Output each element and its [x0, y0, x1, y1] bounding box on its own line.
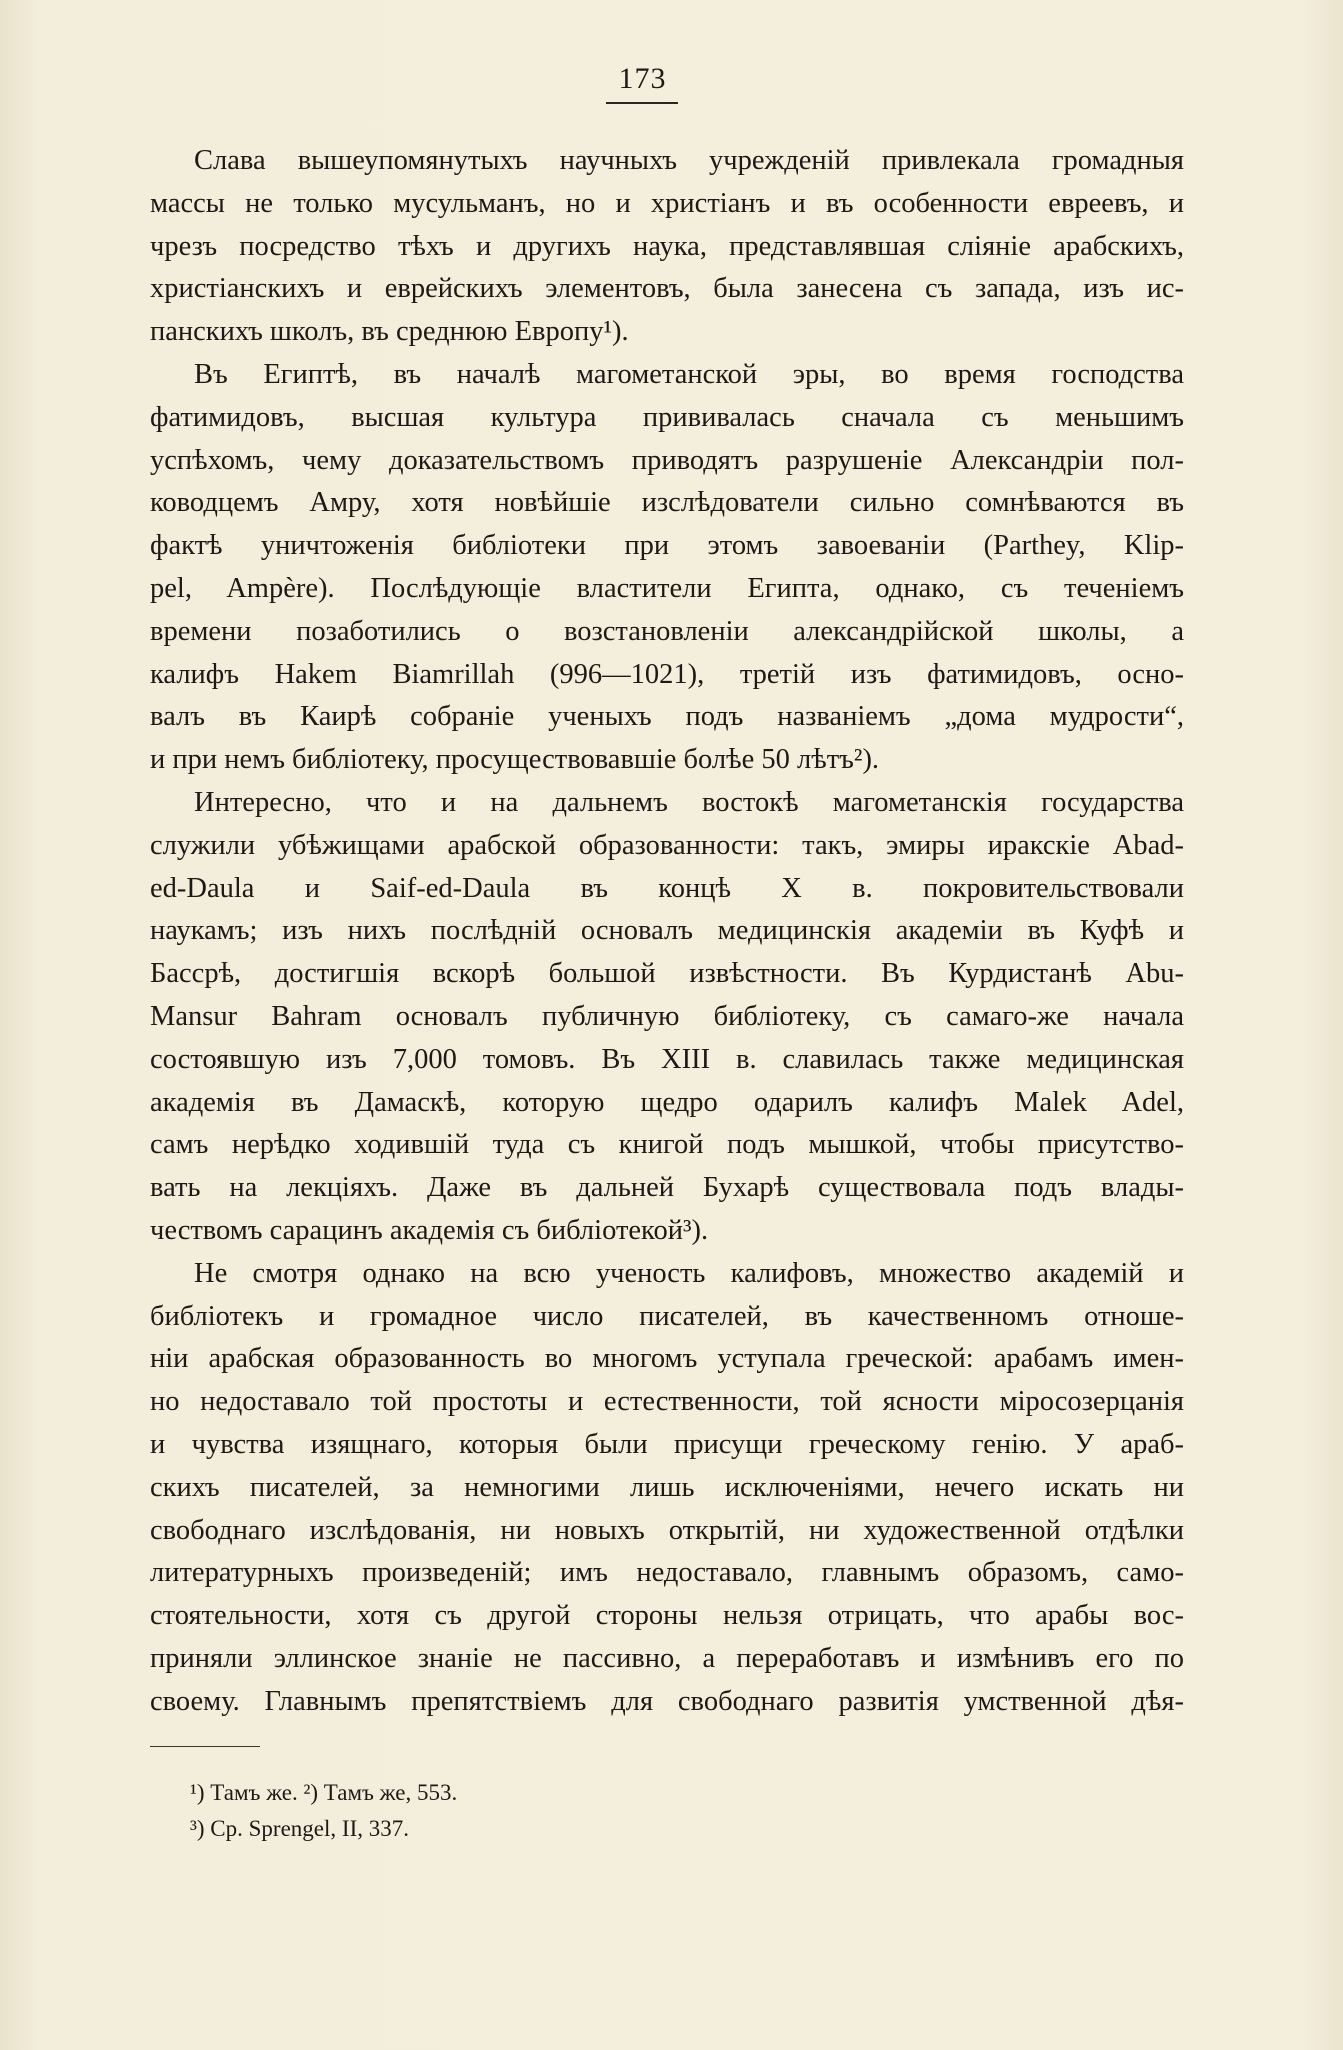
text-line: времени позаботились о возстановленіи александрійской школы, а [150, 615, 1184, 647]
text-line: массы не только мусульманъ, но и христіанъ и въ особенности евреевъ, и [150, 187, 1184, 219]
text-line: самъ нерѣдко ходившій туда съ книгой подъ мышкой, чтобы присутство- [150, 1129, 1184, 1161]
text-line: академія въ Дамаскѣ, которую щедро одарилъ калифъ Malek Adel, [150, 1086, 1184, 1118]
text-line: ководцемъ Амру, хотя новѣйшіе изслѣдователи сильно сомнѣваются въ [150, 487, 1184, 519]
footnote: ³) Ср. Sprengel, II, 337. [190, 1816, 409, 1841]
text-line: Бассрѣ, достигшія вскорѣ большой извѣстности. Въ Курдистанѣ Abu- [150, 958, 1184, 990]
page-number-underline [606, 102, 678, 104]
text-line: библіотекъ и громадное число писателей, въ качественномъ отноше- [150, 1300, 1184, 1332]
text-line: калифъ Hakem Biamrillah (996—1021), третій изъ фатимидовъ, осно- [150, 658, 1184, 690]
text-line: стоятельности, хотя съ другой стороны нельзя отрицать, что арабы вос- [150, 1600, 1184, 1632]
page-number: 173 [618, 62, 667, 95]
text-line: успѣхомъ, чему доказательствомъ приводятъ разрушеніе Александріи пол- [150, 444, 1184, 476]
footnote-separator [150, 1746, 260, 1747]
text-line: Интересно, что и на дальнемъ востокѣ магометанскія государства [194, 786, 1184, 818]
footnotes [190, 1775, 890, 1847]
text-line: чрезъ посредство тѣхъ и другихъ наука, представлявшая сліяніе арабскихъ, [150, 230, 1184, 262]
text-line: ніи арабская образованность во многомъ уступала греческой: арабамъ имен- [150, 1343, 1184, 1375]
text-line: Слава вышеупомянутыхъ научныхъ учрежденій привлекала громадныя [194, 145, 1184, 176]
text-line: валъ въ Каирѣ собраніе ученыхъ подъ названіемъ „дома мудрости“, [150, 701, 1184, 733]
text-line: pel, Ampère). Послѣдующіе властители Египта, однако, съ теченіемъ [150, 572, 1184, 604]
text-line: служили убѣжищами арабской образованности: такъ, эмиры иракскіе Abad- [150, 829, 1184, 861]
text-line: панскихъ школъ, въ среднюю Европу¹). [150, 316, 629, 348]
text-line: наукамъ; изъ нихъ послѣдній основалъ медицинскія академіи въ Куфѣ и [150, 915, 1184, 947]
text-line: христіанскихъ и еврейскихъ элементовъ, была занесена съ запада, изъ ис- [150, 273, 1184, 305]
text-line: ed-Daula и Saif-ed-Daula въ концѣ X в. покровительствовали [150, 872, 1184, 904]
text-line: скихъ писателей, за немногими лишь исключеніями, нечего искать ни [150, 1471, 1184, 1503]
text-line: чествомъ сарацинъ академія съ библіотекой³). [150, 1214, 709, 1246]
text-line: и чувства изящнаго, которыя были присущи греческому генію. У араб- [150, 1428, 1184, 1460]
text-line: фатимидовъ, высшая культура прививалась сначала съ меньшимъ [150, 401, 1184, 433]
text-line: литературныхъ произведеній; имъ недоставало, главнымъ образомъ, само- [150, 1557, 1184, 1589]
text-line: и при немъ библіотеку, просуществовавшіе болѣе 50 лѣтъ²). [150, 744, 880, 776]
text-line: Въ Египтѣ, въ началѣ магометанской эры, во время господства [194, 358, 1184, 390]
text-line: Не смотря однако на всю ученость калифовъ, множество академій и [194, 1257, 1184, 1289]
text-line: свободнаго изслѣдованія, ни новыхъ открытій, ни художественной отдѣлки [150, 1514, 1184, 1546]
text-line: фактѣ уничтоженія библіотеки при этомъ завоеваніи (Parthey, Klip- [150, 530, 1184, 562]
text-line: Mansur Bahram основалъ публичную библіотеку, съ самаго-же начала [150, 1000, 1184, 1032]
text-line: приняли эллинское знаніе не пассивно, а переработавъ и измѣнивъ его по [150, 1642, 1184, 1674]
text-line: но недоставало той простоты и естественности, той ясности міросозерцанія [150, 1386, 1184, 1418]
footnote: ¹) Тамъ же. ²) Тамъ же, 553. [190, 1780, 458, 1805]
text-line: своему. Главнымъ препятствіемъ для свободнаго развитія умственной дѣя- [150, 1685, 1184, 1717]
body-text [150, 140, 1184, 1723]
text-line: вать на лекціяхъ. Даже въ дальней Бухарѣ существовала подъ влады- [150, 1172, 1184, 1204]
text-line: состоявшую изъ 7,000 томовъ. Въ XIII в. славилась также медицинская [150, 1043, 1184, 1075]
